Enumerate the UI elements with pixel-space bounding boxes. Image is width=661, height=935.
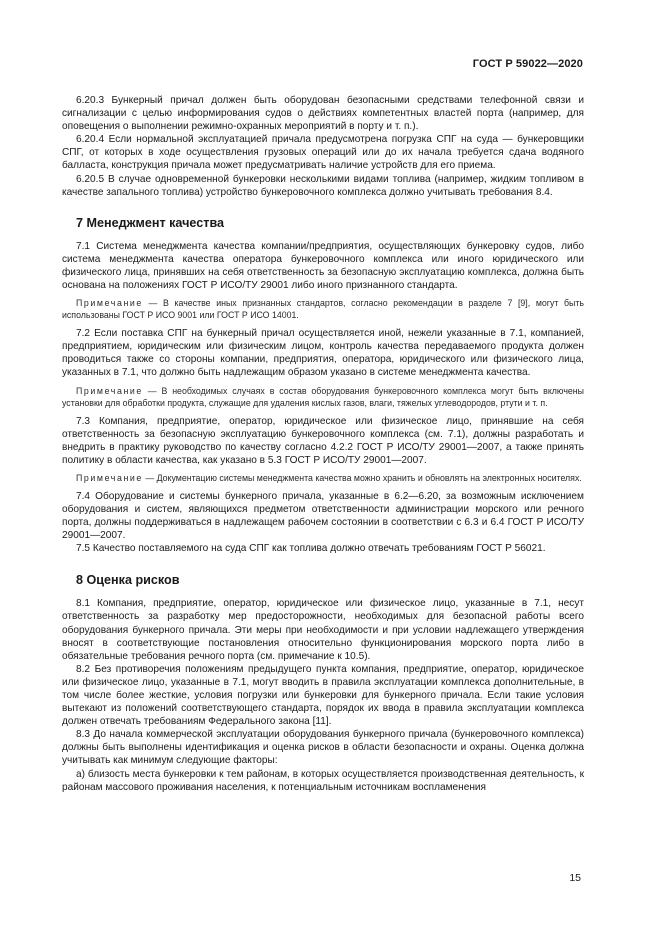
paragraph-6-20-5: 6.20.5 В случае одновременной бункеровки несколькими видами топлива (например, жидким топливом в качестве запального топлива) устройство бункеровочного комплекса должно учитывать требования 8.4.: [62, 173, 584, 198]
paragraph-7-4: 7.4 Оборудование и системы бункерного причала, указанные в 6.2—6.20, за возможным исключением оборудования и систем, являющихся предметом ответственности администрации морского или речного порта, должны поддерживаться в надлежащем рабочем состоянии в соответствии с 6.3 и 6.4 ГОСТ Р ИСО/ТУ 29001—2007.: [62, 490, 584, 542]
note-7-3: [62, 472, 584, 484]
paragraph-8-3-a: а) близость места бункеровки к тем районам, в которых осуществляется производственная деятельность, к районам массового проживания населения, к потенциальным источникам воспламенения: [62, 768, 584, 793]
paragraph-6-20-4: 6.20.4 Если нормальной эксплуатацией причала предусмотрена погрузка СПГ на суда — бункеровщики СПГ, от которых в ходе осуществления грузовых операций или до их начала требуется сдача водяного балласта, конструкция причала может предусматривать наличие устройств для его приема.: [62, 134, 584, 172]
paragraph-8-3: 8.3 До начала коммерческой эксплуатации оборудования бункерного причала (бункеровочного комплекса) должны быть выполнены идентификация и оценка рисков в области безопасности и охраны. Оценка должна учитывать как минимум следующие факторы:: [62, 729, 584, 767]
paragraph-7-2: 7.2 Если поставка СПГ на бункерный причал осуществляется иной, нежели указанные в 7.1, компанией, предприятием, юридическим или физическим лицом, контроль качества передаваемого продукта должен проводиться также со стороны компании, предприятия, оператора, юридического или физического лица, указанных в 7.1, что должно быть надлежащим образом указано в системе менеджмента качества.: [62, 328, 584, 379]
note-7-2: [62, 385, 584, 409]
document-header: ГОСТ Р 59022—2020: [472, 58, 583, 70]
note-text: — Документацию системы менеджмента качества можно хранить и обновлять на электронных носителях.: [142, 472, 582, 483]
paragraph-7-3: 7.3 Компания, предприятие, оператор, юридическое или физическое лицо, принявшие на себя ответственность за безопасную эксплуатацию бункеровочного комплекса (см. 7.1), должны разработать и внедрить в практику руководство по качеству согласно 4.2.2 ГОСТ Р ИСО/ТУ 29001—2007, а также принять политику в области качества, как указано в 5.3 ГОСТ Р ИСО/ТУ 29001—2007.: [62, 415, 584, 466]
section-heading-8: 8 Оценка рисков: [76, 573, 180, 588]
paragraph-8-2: 8.2 Без противоречия положениям предыдущего пункта компания, предприятие, оператор, юридическое или физическое лицо, указанные в 7.1, могут вводить в правила эксплуатации комплекса дополнительные, в том числе более жесткие, условия погрузки или бункеровки для бункерного причала. Если такие условия вытекают из положений соответствующего стандарта, порядок их ввода в правила эксплуатации комплекса должен отвечать требованиям Федерального закона [11].: [62, 663, 584, 728]
section-heading-7: 7 Менеджмент качества: [76, 215, 225, 230]
note-7-1: [62, 297, 584, 321]
paragraph-7-5: 7.5 Качество поставляемого на суда СПГ как топлива должно отвечать требованиям ГОСТ Р 56021.: [76, 543, 546, 555]
note-label: Примечание: [76, 385, 143, 396]
paragraph-7-1: 7.1 Система менеджмента качества компании/предприятия, осуществляющих бункеровку судов, либо система менеджмента качества оператора бункеровочного комплекса или иного юридического или физического лица, принявших на себя ответственность за безопасную эксплуатацию комплекса, должна быть основана на положениях ГОСТ Р ИСО/ТУ 29001 либо иного признанного стандарта.: [62, 240, 584, 292]
note-text: — В качестве иных признанных стандартов, согласно рекомендации в разделе 7 [9], могут быть использованы ГОСТ Р ИСО 9001 или ГОСТ Р ИСО 14001.: [62, 298, 584, 321]
page-content: [62, 94, 584, 794]
paragraph-6-20-3: 6.20.3 Бункерный причал должен быть оборудован безопасными средствами телефонной связи и сигнализации с целью информирования судов о действиях компетентных властей порта (например, для оповещения о выполнении режимно-охранных мероприятий в порту и т. п.).: [62, 95, 584, 133]
page-number: 15: [569, 872, 581, 884]
note-label: Примечание: [76, 298, 143, 309]
note-label: Примечание: [76, 472, 143, 483]
note-text: — В необходимых случаях в состав оборудования бункеровочного комплекса могут быть включены установки для обработки продукта, служащие для удаления кислых газов, влаги, тяжелых углеводородов, ртути и т. п.: [62, 385, 584, 408]
paragraph-8-1: 8.1 Компания, предприятие, оператор, юридическое или физическое лицо, указанные в 7.1, несут ответственность за разработку мер предосторожности, необходимых для безопасной работы всего оборудования бункерного причала. Эти меры при необходимости и при условии надлежащего утверждения вносят в соответствующие постановления относительно функционирования морского порта либо в обязательные требования речного порта (см. примечание к 10.5).: [62, 598, 584, 662]
